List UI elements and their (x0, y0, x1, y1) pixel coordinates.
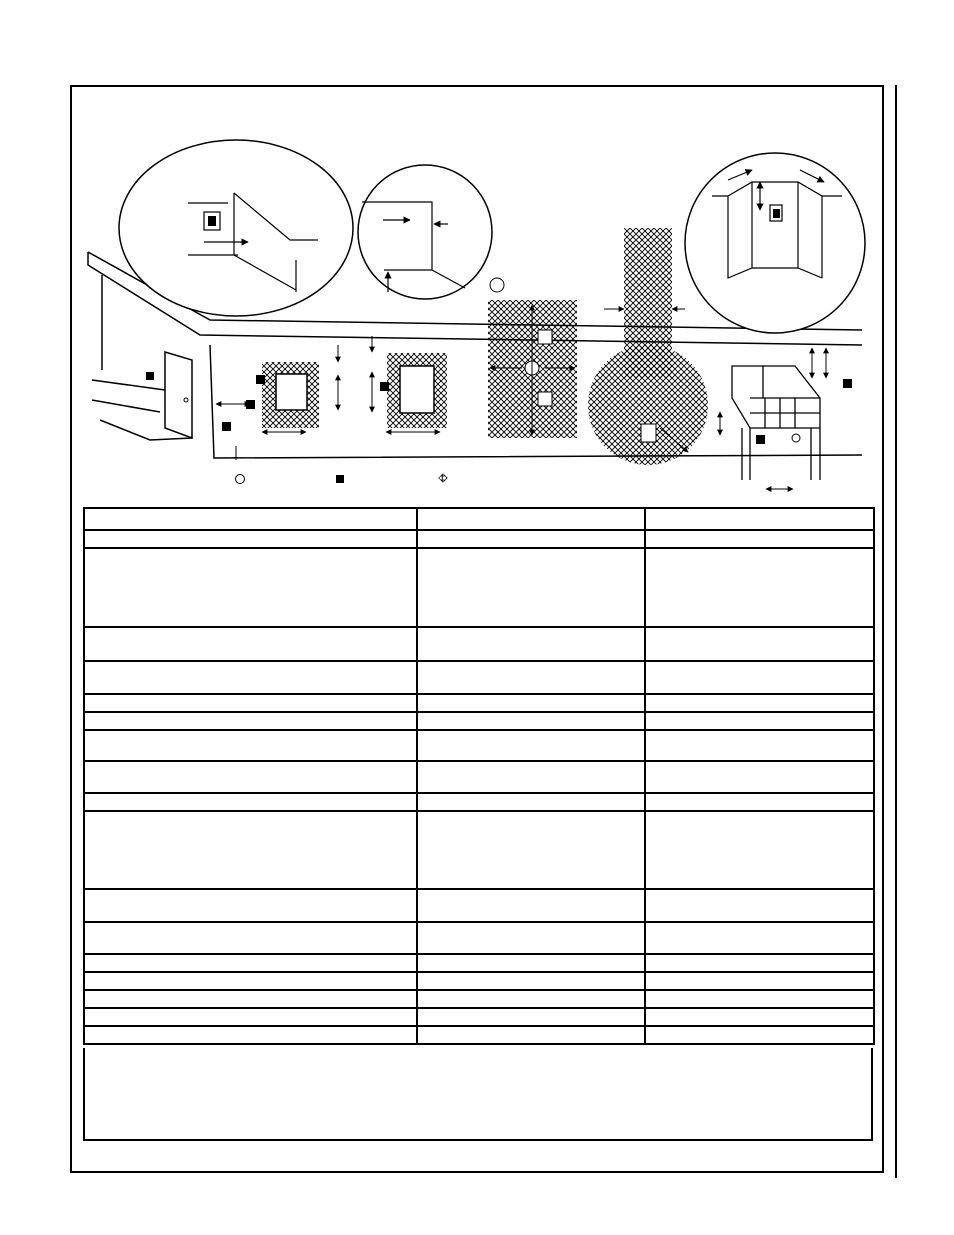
detail-bubble-middle (358, 165, 492, 299)
radius-clearance-zone (588, 345, 708, 465)
table-cell (84, 972, 417, 990)
table-cell (417, 712, 645, 730)
terminal-icon (641, 424, 656, 442)
table-header-row (84, 508, 874, 530)
table-cell (84, 730, 417, 761)
table-header-cell (84, 508, 417, 530)
table-cell (645, 627, 874, 661)
table-row (84, 954, 874, 972)
vent-clearance-diagram (0, 0, 954, 500)
detail-bubble-right (685, 153, 865, 333)
table-header-cell (645, 508, 874, 530)
table-cell (645, 922, 874, 954)
detail-bubble-left (119, 140, 353, 316)
table-cell (417, 1008, 645, 1026)
table-cell (417, 972, 645, 990)
table-cell (645, 548, 874, 627)
table-cell (645, 730, 874, 761)
table-notes (83, 1048, 873, 1141)
table-cell (645, 761, 874, 793)
table-row (84, 990, 874, 1008)
door-knob-icon (184, 398, 188, 402)
table-cell (84, 889, 417, 922)
table-cell (645, 972, 874, 990)
table-cell (417, 730, 645, 761)
table-cell (84, 761, 417, 793)
window-1 (276, 374, 307, 410)
table-row (84, 922, 874, 954)
table-row (84, 661, 874, 694)
table-row (84, 761, 874, 793)
table-cell (645, 530, 874, 548)
table-row (84, 1026, 874, 1044)
table-cell (417, 694, 645, 712)
table-row (84, 712, 874, 730)
table-cell (417, 1026, 645, 1044)
table-cell (645, 712, 874, 730)
table-cell (84, 811, 417, 889)
table-cell (84, 548, 417, 627)
table-row (84, 1008, 874, 1026)
table-cell (417, 793, 645, 811)
table-cell (645, 793, 874, 811)
table-cell (84, 793, 417, 811)
table-cell (645, 1008, 874, 1026)
hatched-diamond-icon (439, 474, 447, 482)
table-row (84, 548, 874, 627)
deck-structure (732, 366, 820, 480)
open-circle-icon (236, 475, 245, 484)
table-cell (417, 922, 645, 954)
table-cell (84, 661, 417, 694)
table-row (84, 530, 874, 548)
table-cell (417, 548, 645, 627)
table-cell (645, 954, 874, 972)
table-row (84, 811, 874, 889)
table-cell (84, 530, 417, 548)
table-cell (417, 530, 645, 548)
table-cell (84, 1008, 417, 1026)
table-cell (417, 627, 645, 661)
window-2 (400, 366, 434, 413)
table-cell (84, 694, 417, 712)
table-cell (417, 761, 645, 793)
table-cell (84, 712, 417, 730)
table-row (84, 730, 874, 761)
table-cell (645, 811, 874, 889)
table-cell (84, 1026, 417, 1044)
table-row (84, 694, 874, 712)
table-cell (645, 1026, 874, 1044)
table-cell (417, 889, 645, 922)
table-header-cell (417, 508, 645, 530)
filled-square-icon (336, 475, 344, 483)
table-row (84, 889, 874, 922)
table-cell (84, 990, 417, 1008)
table-row (84, 972, 874, 990)
table-row (84, 627, 874, 661)
table-cell (84, 627, 417, 661)
table-cell (84, 954, 417, 972)
table-row (84, 793, 874, 811)
table-cell (417, 811, 645, 889)
table-cell (84, 922, 417, 954)
clearance-table (83, 507, 875, 1045)
table-cell (645, 889, 874, 922)
table-cell (417, 990, 645, 1008)
table-cell (645, 661, 874, 694)
table-cell (645, 694, 874, 712)
table-cell (417, 661, 645, 694)
table-cell (417, 954, 645, 972)
table-cell (645, 990, 874, 1008)
